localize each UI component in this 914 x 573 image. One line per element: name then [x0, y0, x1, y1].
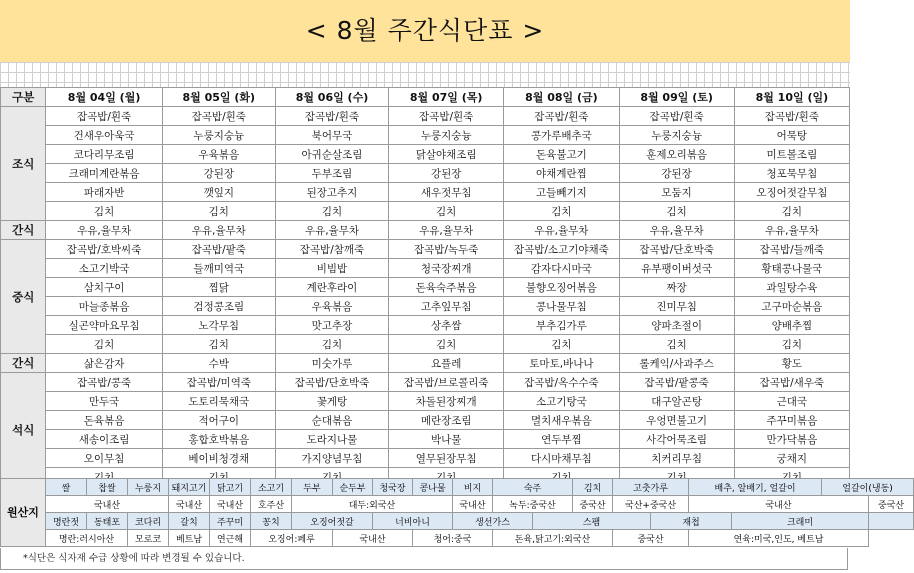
menu-cell: 베이비청경채 [162, 449, 275, 468]
menu-cell: 돈육숙주볶음 [389, 278, 504, 297]
meal-row [1, 316, 850, 335]
menu-cell: 강된장 [389, 164, 504, 183]
day-header: 8월 06일 (수) [275, 88, 388, 107]
origin-country: 국내산 [333, 530, 413, 547]
menu-cell: 검정콩조림 [162, 297, 275, 316]
menu-cell: 잡곡밥/녹두죽 [389, 240, 504, 259]
menu-cell: 야채계란찜 [504, 164, 619, 183]
origin-country: 국내산 [689, 496, 869, 513]
meal-row [1, 145, 850, 164]
origin-item: 얼갈이(냉동) [822, 479, 914, 496]
menu-cell: 누룽지숭늉 [162, 126, 275, 145]
origin-table [0, 478, 914, 547]
origin-item: 누룽지 [128, 479, 169, 496]
origin-item: 돼지고기 [169, 479, 210, 496]
menu-cell: 꽃게탕 [275, 392, 388, 411]
snack-cell: 미숫가루 [275, 354, 388, 373]
menu-cell: 김치 [504, 202, 619, 221]
snack-cell: 우유,율무차 [389, 221, 504, 240]
menu-cell: 잡곡밥/콩죽 [46, 373, 162, 392]
page-title: < 8월 주간식단표 > [305, 16, 545, 45]
menu-cell: 유부팽이버섯국 [619, 259, 734, 278]
menu-cell: 상추쌈 [389, 316, 504, 335]
menu-cell: 우엉면불고기 [619, 411, 734, 430]
menu-cell: 잡곡밥/흰죽 [504, 107, 619, 126]
menu-cell: 잡곡밥/브로콜리죽 [389, 373, 504, 392]
origin-item: 너비아니 [373, 513, 453, 530]
menu-cell: 김치 [389, 335, 504, 354]
menu-cell: 다시마채무침 [504, 449, 619, 468]
origin-country: 호주산 [251, 496, 292, 513]
menu-cell: 치커리무침 [619, 449, 734, 468]
origin-item: 닭고기 [210, 479, 251, 496]
menu-cell: 홍합호박볶음 [162, 430, 275, 449]
snack-cell: 우유,율무차 [275, 221, 388, 240]
grid-spacer [0, 62, 850, 88]
menu-cell: 도라지나물 [275, 430, 388, 449]
origin-country: 돈육,닭고기:외국산 [493, 530, 613, 547]
menu-cell: 잡곡밥/소고기야채죽 [504, 240, 619, 259]
snack-cell: 수박 [162, 354, 275, 373]
menu-cell: 김치 [504, 335, 619, 354]
origin-country: 중국산 [613, 530, 689, 547]
menu-cell: 잡곡밥/미역죽 [162, 373, 275, 392]
menu-cell: 잡곡밥/흰죽 [46, 107, 162, 126]
menu-cell: 잡곡밥/단호박죽 [275, 373, 388, 392]
menu-cell: 강된장 [162, 164, 275, 183]
origin-country: 연근해 [210, 530, 251, 547]
title-banner [0, 0, 850, 63]
origin-item: 동태포 [87, 513, 128, 530]
menu-cell: 만두국 [46, 392, 162, 411]
origin-country: 명란:러시아산 [46, 530, 128, 547]
menu-cell: 아귀순살조림 [275, 145, 388, 164]
menu-cell: 가지양념무침 [275, 449, 388, 468]
day-header-sunday: 8월 10일 (일) [734, 88, 849, 107]
menu-cell: 들깨미역국 [162, 259, 275, 278]
menu-cell: 모둠지 [619, 183, 734, 202]
menu-cell: 누룽지숭늉 [619, 126, 734, 145]
menu-cell: 궁채지 [734, 449, 849, 468]
meal-row [1, 126, 850, 145]
menu-cell: 잡곡밥/흰죽 [275, 107, 388, 126]
menu-cell: 맛고추장 [275, 316, 388, 335]
meal-row [1, 164, 850, 183]
menu-cell: 짜장 [619, 278, 734, 297]
snack-category: 간식 [1, 221, 46, 240]
origin-country: 연육:미국,인도, 베트남 [689, 530, 869, 547]
day-header: 8월 07일 (목) [389, 88, 504, 107]
menu-cell: 깻잎지 [162, 183, 275, 202]
menu-cell: 연두부찜 [504, 430, 619, 449]
day-header: 8월 08일 (금) [504, 88, 619, 107]
meal-row [1, 392, 850, 411]
menu-cell: 근대국 [734, 392, 849, 411]
origin-country: 녹두:중국산 [493, 496, 573, 513]
menu-cell: 잡곡밥/새우죽 [734, 373, 849, 392]
menu-cell: 고들빼기지 [504, 183, 619, 202]
menu-cell: 열무된장무침 [389, 449, 504, 468]
origin-country: 국내산 [210, 496, 251, 513]
menu-cell: 메란장조림 [389, 411, 504, 430]
day-header: 8월 05일 (화) [162, 88, 275, 107]
menu-cell: 감자다시마국 [504, 259, 619, 278]
menu-cell: 김치 [46, 468, 162, 487]
menu-cell: 김치 [619, 335, 734, 354]
menu-cell: 도토리묵채국 [162, 392, 275, 411]
menu-cell: 계란후라이 [275, 278, 388, 297]
origin-item: 꽁치 [251, 513, 292, 530]
footnote: *식단은 식자재 수급 상황에 따라 변경될 수 있습니다. [0, 548, 848, 570]
origin-item: 배추, 알배기, 얼갈이 [689, 479, 822, 496]
menu-table [0, 87, 850, 487]
menu-cell: 김치 [389, 468, 504, 487]
origin-category: 원산지 [1, 479, 46, 547]
menu-cell: 훈제오리볶음 [619, 145, 734, 164]
menu-cell: 누룽지숭늉 [389, 126, 504, 145]
menu-cell: 적어구이 [162, 411, 275, 430]
menu-cell: 새송이조림 [46, 430, 162, 449]
snack-cell: 우유,율무차 [46, 221, 162, 240]
snack-cell: 우유,율무차 [619, 221, 734, 240]
menu-cell: 콩나물무침 [504, 297, 619, 316]
menu-cell: 김치 [162, 202, 275, 221]
day-header: 8월 04일 (월) [46, 88, 162, 107]
origin-item: 주꾸미 [210, 513, 251, 530]
menu-cell: 주꾸미볶음 [734, 411, 849, 430]
menu-cell: 고구마순볶음 [734, 297, 849, 316]
meal-category: 중식 [1, 240, 46, 354]
meal-category: 석식 [1, 373, 46, 487]
meal-row [1, 202, 850, 221]
origin-item: 찹쌀 [87, 479, 128, 496]
menu-cell: 청국장찌개 [389, 259, 504, 278]
menu-cell: 김치 [619, 468, 734, 487]
menu-cell: 멸치새우볶음 [504, 411, 619, 430]
origin-country: 모로코 [128, 530, 169, 547]
origin-item: 소고기 [251, 479, 292, 496]
snack-cell: 황도 [734, 354, 849, 373]
menu-cell: 황태콩나물국 [734, 259, 849, 278]
menu-cell: 진미무침 [619, 297, 734, 316]
menu-cell: 김치 [275, 335, 388, 354]
menu-cell: 우육볶음 [162, 145, 275, 164]
origin-country: 중국산 [869, 496, 914, 513]
menu-cell: 차돌된장찌개 [389, 392, 504, 411]
snack-row [1, 354, 850, 373]
meal-row [1, 335, 850, 354]
origin-country: 국내산 [46, 496, 169, 513]
origin-item: 쌀 [46, 479, 87, 496]
menu-cell: 실곤약마요무침 [46, 316, 162, 335]
origin-item: 재첩 [651, 513, 732, 530]
menu-cell: 김치 [162, 468, 275, 487]
menu-cell: 소고기탕국 [504, 392, 619, 411]
menu-cell: 우육볶음 [275, 297, 388, 316]
origin-item: 코다리 [128, 513, 169, 530]
menu-cell: 비빔밥 [275, 259, 388, 278]
origin-item: 고춧가루 [613, 479, 689, 496]
origin-country: 국내산 [169, 496, 210, 513]
menu-cell: 돈육불고기 [504, 145, 619, 164]
menu-cell: 김치 [46, 202, 162, 221]
origin-item: 생선가스 [453, 513, 533, 530]
origin-country: 오징어:페루 [251, 530, 333, 547]
origin-item: 오징어젓갈 [292, 513, 373, 530]
menu-cell: 된장고추지 [275, 183, 388, 202]
menu-cell: 노각무침 [162, 316, 275, 335]
menu-cell: 마늘종볶음 [46, 297, 162, 316]
menu-cell: 대구알곤탕 [619, 392, 734, 411]
meal-row [1, 259, 850, 278]
meal-row [1, 449, 850, 468]
menu-cell: 강된장 [619, 164, 734, 183]
menu-cell: 김치 [619, 202, 734, 221]
menu-cell: 사각어묵조림 [619, 430, 734, 449]
meal-row [1, 430, 850, 449]
menu-cell: 콩가루배추국 [504, 126, 619, 145]
menu-cell: 삼치구이 [46, 278, 162, 297]
origin-country: 베트남 [169, 530, 210, 547]
menu-cell: 북어무국 [275, 126, 388, 145]
menu-cell: 새우젓무침 [389, 183, 504, 202]
menu-cell: 잡곡밥/참깨죽 [275, 240, 388, 259]
origin-item: 청국장 [373, 479, 413, 496]
origin-item: 비지 [453, 479, 493, 496]
menu-cell: 청포묵무침 [734, 164, 849, 183]
menu-cell: 잡곡밥/옥수수죽 [504, 373, 619, 392]
menu-cell: 김치 [275, 468, 388, 487]
menu-cell: 오이무침 [46, 449, 162, 468]
menu-cell: 부추김가루 [504, 316, 619, 335]
menu-cell: 오징어젓갈무침 [734, 183, 849, 202]
origin-country: 국산+중국산 [613, 496, 689, 513]
origin-item [869, 513, 914, 530]
menu-cell: 잡곡밥/흰죽 [389, 107, 504, 126]
menu-cell: 김치 [734, 335, 849, 354]
menu-cell: 과일탕수육 [734, 278, 849, 297]
menu-cell: 김치 [504, 468, 619, 487]
menu-cell: 잡곡밥/팥죽 [162, 240, 275, 259]
menu-cell: 코다리무조림 [46, 145, 162, 164]
menu-cell: 잡곡밥/흰죽 [619, 107, 734, 126]
menu-cell: 미트볼조림 [734, 145, 849, 164]
origin-item: 김치 [573, 479, 613, 496]
meal-row [1, 107, 850, 126]
origin-item: 콩나물 [413, 479, 453, 496]
menu-cell: 잡곡밥/흰죽 [734, 107, 849, 126]
origin-country: 국내산 [453, 496, 493, 513]
snack-cell: 토마토,바나나 [504, 354, 619, 373]
menu-cell: 잡곡밥/흰죽 [162, 107, 275, 126]
menu-cell: 두부조림 [275, 164, 388, 183]
meal-row [1, 297, 850, 316]
menu-cell: 건새우아욱국 [46, 126, 162, 145]
snack-category: 간식 [1, 354, 46, 373]
menu-cell: 고추잎무침 [389, 297, 504, 316]
menu-cell: 잡곡밥/들깨죽 [734, 240, 849, 259]
origin-item: 크래미 [732, 513, 869, 530]
menu-cell: 김치 [162, 335, 275, 354]
snack-cell: 우유,율무차 [734, 221, 849, 240]
menu-cell: 김치 [46, 335, 162, 354]
menu-cell: 파래자반 [46, 183, 162, 202]
origin-item: 명란젓 [46, 513, 87, 530]
menu-cell: 돈육볶음 [46, 411, 162, 430]
menu-cell: 소고기박국 [46, 259, 162, 278]
menu-cell: 잡곡밥/단호박죽 [619, 240, 734, 259]
snack-cell: 우유,율무차 [504, 221, 619, 240]
origin-item: 두부 [292, 479, 333, 496]
meal-row [1, 278, 850, 297]
menu-cell: 크래미계란볶음 [46, 164, 162, 183]
header-category: 구분 [1, 88, 46, 107]
menu-cell: 찜닭 [162, 278, 275, 297]
meal-row [1, 373, 850, 392]
menu-cell: 김치 [275, 202, 388, 221]
day-header-saturday: 8월 09일 (토) [619, 88, 734, 107]
menu-cell: 불향오징어볶음 [504, 278, 619, 297]
menu-cell: 순대볶음 [275, 411, 388, 430]
menu-cell: 잡곡밥/호박씨죽 [46, 240, 162, 259]
snack-cell: 롤케익/사과주스 [619, 354, 734, 373]
snack-row [1, 221, 850, 240]
snack-cell: 요플레 [389, 354, 504, 373]
snack-cell: 삶은감자 [46, 354, 162, 373]
menu-cell: 닭살야채조림 [389, 145, 504, 164]
menu-cell: 양배추찜 [734, 316, 849, 335]
origin-item: 스팸 [533, 513, 651, 530]
origin-item: 순두부 [333, 479, 373, 496]
menu-cell: 만가닥볶음 [734, 430, 849, 449]
menu-cell: 양파초절이 [619, 316, 734, 335]
origin-item: 갈치 [169, 513, 210, 530]
menu-cell: 잡곡밥/팥콩죽 [619, 373, 734, 392]
menu-cell: 어묵탕 [734, 126, 849, 145]
meal-row [1, 183, 850, 202]
origin-country: 중국산 [573, 496, 613, 513]
meal-row [1, 240, 850, 259]
meal-row [1, 411, 850, 430]
menu-cell: 김치 [389, 202, 504, 221]
origin-country: 청어:중국 [413, 530, 493, 547]
menu-cell: 박나물 [389, 430, 504, 449]
menu-cell: 김치 [734, 202, 849, 221]
menu-cell: 김치 [734, 468, 849, 487]
snack-cell: 우유,율무차 [162, 221, 275, 240]
origin-item: 숙주 [493, 479, 573, 496]
origin-country: 대두:외국산 [292, 496, 453, 513]
header-row [1, 88, 850, 107]
meal-category: 조식 [1, 107, 46, 221]
